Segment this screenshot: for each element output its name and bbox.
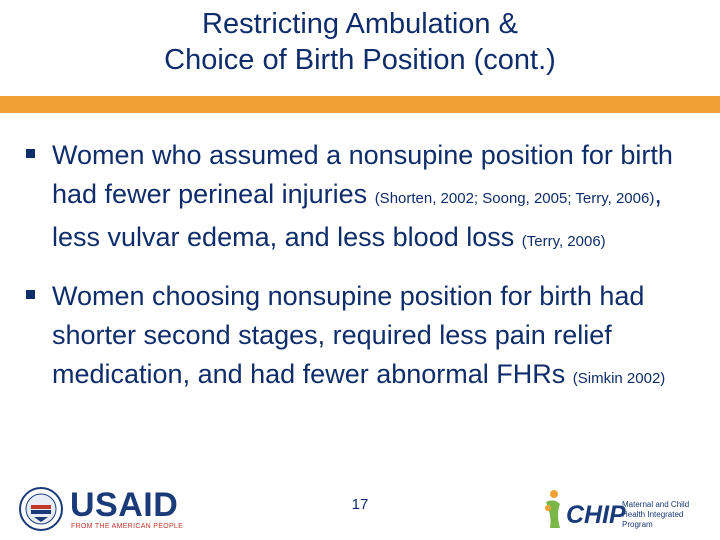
usaid-wordmark: USAID [70,486,179,524]
citation: (Shorten, 2002; Soong, 2005; Terry, 2006) [374,190,655,207]
square-bullet-icon [26,290,35,299]
page-number: 17 [351,496,369,513]
square-bullet-icon [26,149,35,158]
bullet-statement: Women who assumed a nonsupine position for birth had fewer perineal injuries [52,140,673,209]
bullet-statement: , less vulvar edema, and less blood loss [52,179,662,252]
chip-wordmark: CHIP [566,501,626,529]
bullet-list [26,136,706,414]
bullet-text [52,136,706,261]
chip-tagline: Maternal and Child Health Integrated Program [622,500,690,529]
title-line-1: Restricting Ambulation & [202,8,518,40]
citation: (Terry, 2006) [521,233,606,250]
bullet-item [26,277,706,398]
title-line-2: Choice of Birth Position (cont.) [164,44,556,76]
title-accent-bar [0,96,720,113]
chip-logo [540,488,710,532]
citation: (Simkin 2002) [572,370,666,387]
bullet-statement: Women choosing nonsupine position for birth had shorter second stages, required less pain relief medication, and had fewer abnormal FHRs [52,281,645,389]
slide-title [0,6,720,78]
mother-child-figure-icon [540,488,568,532]
bullet-item [26,136,706,261]
bullet-text [52,277,706,398]
usaid-tagline: FROM THE AMERICAN PEOPLE [71,523,184,530]
